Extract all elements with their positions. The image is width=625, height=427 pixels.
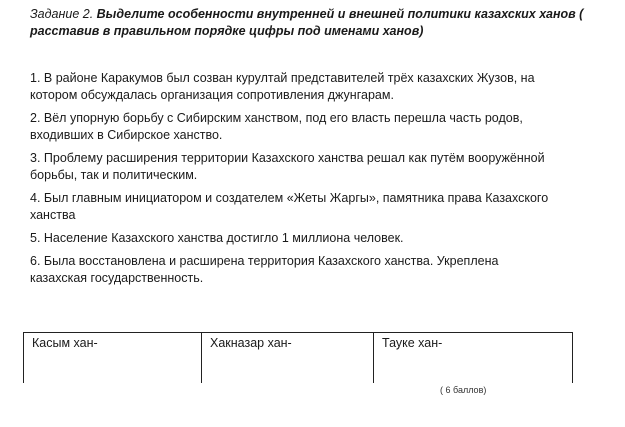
statement-6-line2: казахская государственность.	[30, 271, 204, 285]
statement-5-line1: 5. Население Казахского ханства достигло 1 миллиона человек.	[30, 231, 404, 245]
statement-3	[30, 150, 610, 184]
answer-cell-kasym[interactable]: Касым хан-	[24, 333, 202, 383]
statement-list	[30, 70, 610, 293]
task-title	[30, 6, 610, 40]
task-title-line1	[30, 6, 610, 23]
task-title-line2: расставив в правильном порядке цифры под именами ханов)	[30, 24, 424, 38]
points-label: ( 6 баллов)	[440, 385, 487, 395]
task-title-text: Выделите особенности внутренней и внешней политики казахских ханов (	[96, 7, 584, 21]
statement-4-line1: 4. Был главным инициатором и создателем «Жеты Жаргы», памятника права Казахского	[30, 191, 549, 205]
statement-1-line1: 1. В районе Каракумов был созван курултай представителей трёх казахских Жузов, на	[30, 71, 535, 85]
statement-4	[30, 190, 610, 224]
task-prefix: Задание 2.	[30, 7, 94, 21]
statement-2-line2: входивших в Сибирское ханство.	[30, 128, 223, 142]
answer-cell-tauke[interactable]: Тауке хан-	[382, 336, 443, 350]
answer-table	[23, 332, 573, 383]
statement-6	[30, 253, 610, 287]
statement-2	[30, 110, 610, 144]
statement-1	[30, 70, 610, 104]
statement-5	[30, 230, 610, 247]
statement-6-line1: 6. Была восстановлена и расширена территория Казахского ханства. Укреплена	[30, 254, 499, 268]
statement-3-line1: 3. Проблему расширения территории Казахского ханства решал как путём вооружённой	[30, 151, 545, 165]
answer-cell-khaknazar[interactable]: Хакназар хан-	[202, 333, 374, 383]
statement-2-line1: 2. Вёл упорную борьбу с Сибирским ханством, под его власть перешла часть родов,	[30, 111, 523, 125]
statement-3-line2: борьбы, так и политическим.	[30, 168, 198, 182]
statement-4-line2: ханства	[30, 208, 76, 222]
statement-1-line2: котором обсуждалась организация сопротивления джунгарам.	[30, 88, 394, 102]
